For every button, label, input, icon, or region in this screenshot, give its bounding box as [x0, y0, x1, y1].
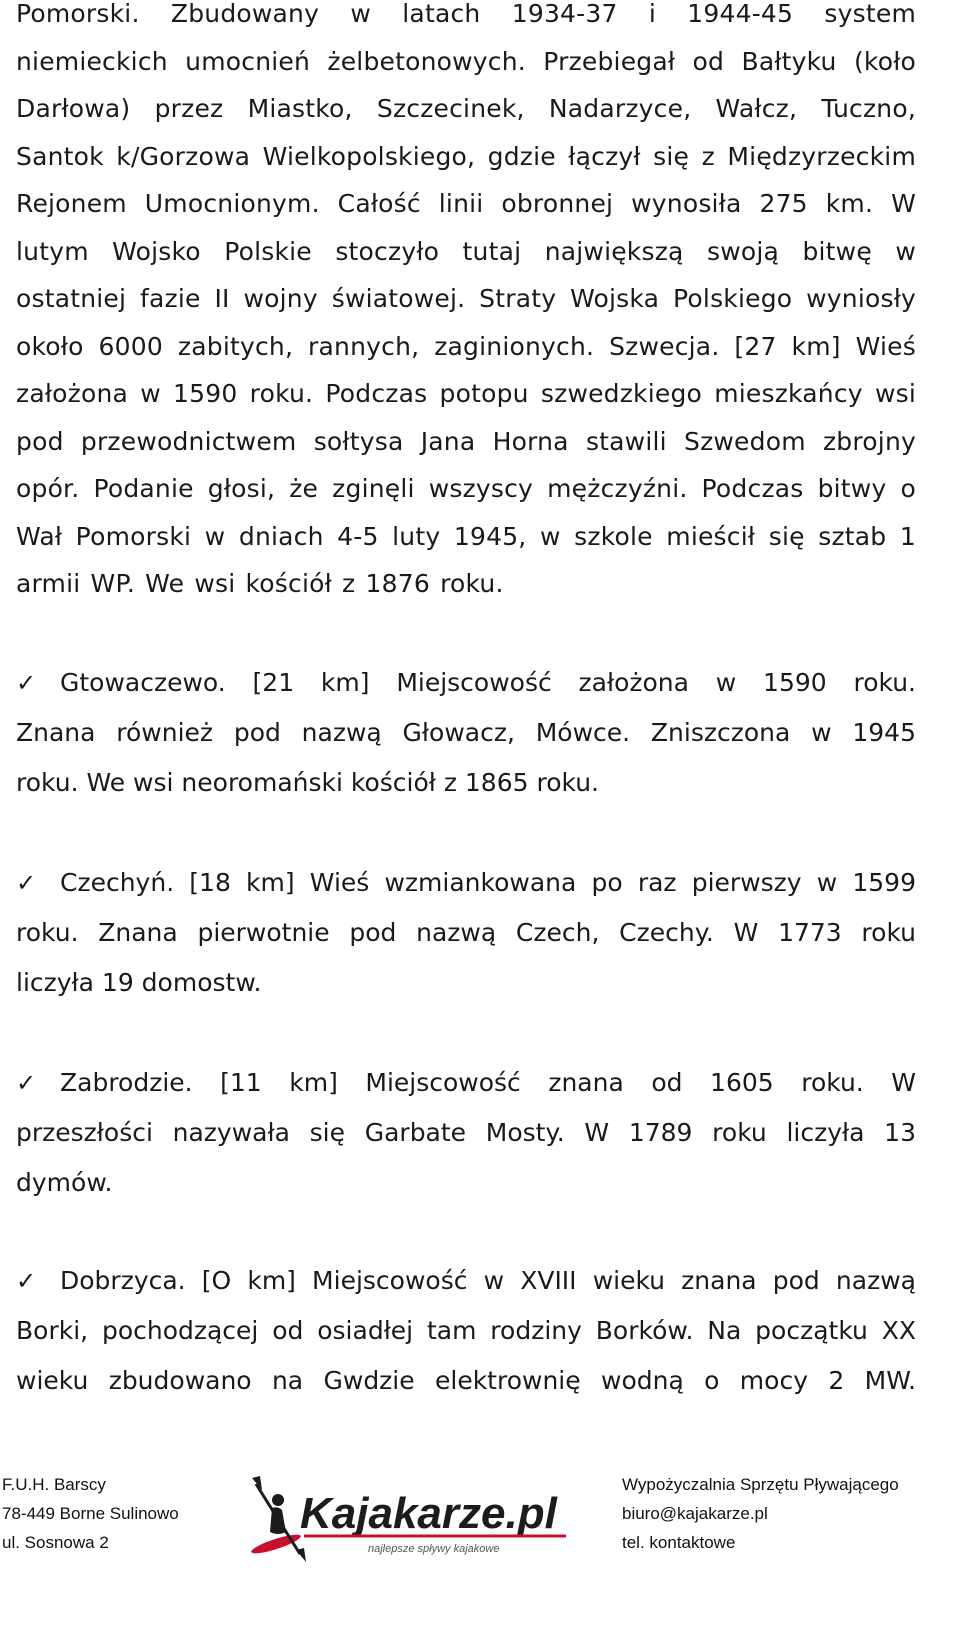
text-line: pod przewodnictwem sołtysa Jana Horna stawili Szwedom zbrojny — [16, 426, 916, 456]
item-text: Dobrzyca. [O km] Miejscowość w XVIII wieku znana pod nazwą — [60, 1266, 916, 1295]
text-line: Santok k/Gorzowa Wielkopolskiego, gdzie łączył się z Międzyrzeckim — [16, 141, 916, 171]
logo-wordmark: Kajakarze.pl — [300, 1489, 557, 1538]
service-name: Wypożyczalnia Sprzętu Pływającego — [622, 1475, 899, 1494]
phone-label: tel. kontaktowe — [622, 1533, 736, 1552]
text-line: przeszłości nazywała się Garbate Mosty. W 1789 roku liczyła 13 — [16, 1118, 916, 1147]
list-item-czechyn — [16, 858, 916, 1008]
text-line: dymów. — [16, 1168, 113, 1197]
text-line: Znana również pod nazwą Głowacz, Mówce. Zniszczona w 1945 — [16, 718, 916, 747]
checkmark-icon: ✓ — [16, 1267, 37, 1295]
text-line: opór. Podanie głosi, że zginęli wszyscy mężczyźni. Podczas bitwy o — [16, 474, 916, 503]
company-street: ul. Sosnowa 2 — [2, 1533, 109, 1552]
logo-tagline: najlepsze spływy kajakowe — [368, 1543, 500, 1555]
checkmark-icon: ✓ — [16, 669, 37, 697]
list-item-dobrzyca — [16, 1256, 916, 1406]
checkmark-icon: ✓ — [16, 1069, 37, 1097]
text-line: Darłowa) przez Miastko, Szczecinek, Nadarzyce, Wałcz, Tuczno, — [16, 94, 916, 123]
kajakarze-logo — [248, 1466, 578, 1566]
text-line: wieku zbudowano na Gwdzie elektrownię wodną o mocy 2 MW. — [16, 1366, 916, 1395]
company-name: F.U.H. Barscy — [2, 1475, 106, 1494]
text-line — [16, 1256, 916, 1306]
text-line: Borki, pochodzącej od osiadłej tam rodziny Borków. Na początku XX — [16, 1316, 916, 1345]
company-postal: 78-449 Borne Sulinowo — [2, 1504, 179, 1523]
page-footer — [0, 1460, 960, 1580]
text-line — [16, 658, 916, 708]
item-text: Czechyń. [18 km] Wieś wzmiankowana po raz pierwszy w 1599 — [60, 868, 916, 897]
text-line: roku. We wsi neoromański kościół z 1865 roku. — [16, 768, 599, 797]
text-line — [16, 1058, 916, 1108]
kayaker-icon — [250, 1476, 306, 1562]
text-line: założona w 1590 roku. Podczas potopu szwedzkiego mieszkańcy wsi — [16, 379, 916, 408]
text-line: Rejonem Umocnionym. Całość linii obronnej wynosiła 275 km. W — [16, 189, 916, 218]
text-line: Pomorski. Zbudowany w latach 1934-37 i 1944-45 system — [16, 0, 916, 28]
text-line: liczyła 19 domostw. — [16, 968, 262, 997]
text-line — [16, 858, 916, 908]
text-line: lutym Wojsko Polskie stoczyło tutaj największą swoją bitwę w — [16, 236, 916, 266]
text-line: około 6000 zabitych, rannych, zaginionych. Szwecja. [27 km] Wieś — [16, 331, 916, 361]
text-line: niemieckich umocnień żelbetonowych. Przebiegał od Bałtyku (koło — [16, 46, 916, 76]
footer-contact — [622, 1470, 899, 1557]
text-line: Wał Pomorski w dniach 4-5 luty 1945, w szkole mieścił się sztab 1 — [16, 521, 916, 551]
item-text: Gtowaczewo. [21 km] Miejscowość założona w 1590 roku. — [60, 668, 916, 697]
footer-company-address — [2, 1470, 179, 1557]
intro-paragraph — [16, 0, 916, 608]
list-item-zabrodzie — [16, 1058, 916, 1208]
text-line: roku. Znana pierwotnie pod nazwą Czech, Czechy. W 1773 roku — [16, 918, 916, 947]
text-line: armii WP. We wsi kościół z 1876 roku. — [16, 569, 504, 598]
text-line: ostatniej fazie II wojny światowej. Straty Wojska Polskiego wyniosły — [16, 284, 916, 313]
checkmark-icon: ✓ — [16, 869, 37, 897]
email-link[interactable]: biuro@kajakarze.pl — [622, 1504, 768, 1523]
list-item-gtowaczewo — [16, 658, 916, 808]
item-text: Zabrodzie. [11 km] Miejscowość znana od 1605 roku. W — [60, 1068, 916, 1097]
